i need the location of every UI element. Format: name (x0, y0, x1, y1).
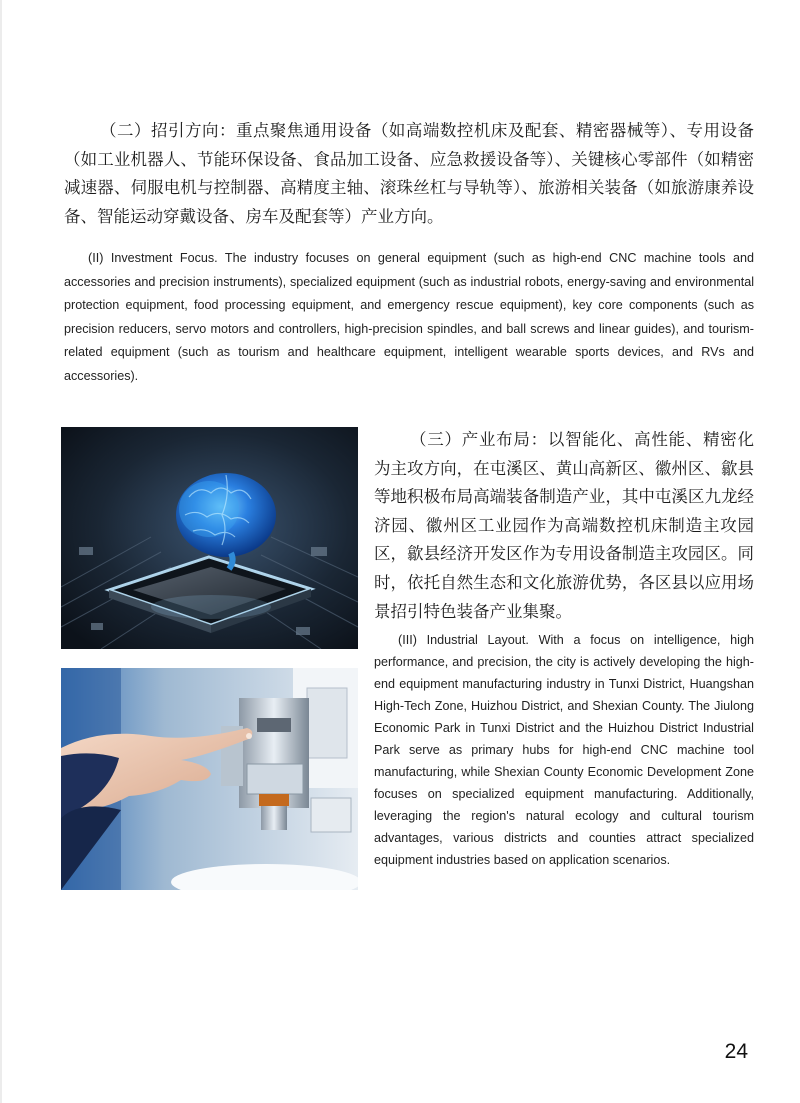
section-3-chinese-paragraph: （三）产业布局：以智能化、高性能、精密化为主攻方向，在屯溪区、黄山高新区、徽州区、歙县等地积极布局高端装备制造产业，其中屯溪区九龙经济园、徽州区工业园作为高端数控机床制造主攻园区，歙县经济开发区作为专用设备制造主攻园区。同时，依托自然生态和文化旅游优势，各区县以应用场景招引特色装备产业集聚。 (374, 430, 754, 621)
hand-touching-machine-photo (61, 668, 358, 890)
section-2-chinese-paragraph: （二）招引方向：重点聚焦通用设备（如高端数控机床及配套、精密器械等）、专用设备（如工业机器人、节能环保设备、食品加工设备、应急救援设备等）、关键核心零部件（如精密减速器、伺服电机与控制器、高精度主轴、滚珠丝杠与导轨等）、旅游相关装备（如旅游康养设备、智能运动穿戴设备、房车及配套等）产业方向。 (64, 121, 754, 226)
page-number: 24 (724, 1040, 748, 1063)
section-2-english-paragraph: (II) Investment Focus. The industry focuses on general equipment (such as high-end CNC machine tools and accessories and precision instruments), specialized equipment (such as industrial robots, energy-saving and environmental protection equipment, food processing equipment, and emergency rescue equipment), key core components (such as precision reducers, servo motors and controllers, high-precision spindles, and ball screws and linear guides), and tourism-related equipment (such as tourism and healthcare equipment, intelligent wearable sports devices, and RVs and accessories). (64, 251, 754, 383)
page-edge (0, 0, 2, 1103)
section-3-english-paragraph: (III) Industrial Layout. With a focus on intelligence, high performance, and precision, the city is actively developing the high-end equipment manufacturing industry in Tunxi District, Huangshan High-Tech Zone, Huizhou District, and Shexian County. The Jiulong Economic Park in Tunxi District and the Huizhou District Industrial Park serve as primary hubs for high-end CNC machine tool manufacturing, while Shexian County Economic Development Zone focuses on specialized equipment manufacturing. Additionally, leveraging the region's natural ecology and cultural tourism advantages, various districts and counties attract specialized equipment industries based on application scenarios. (374, 633, 754, 867)
ai-brain-chip-photo (61, 427, 358, 649)
